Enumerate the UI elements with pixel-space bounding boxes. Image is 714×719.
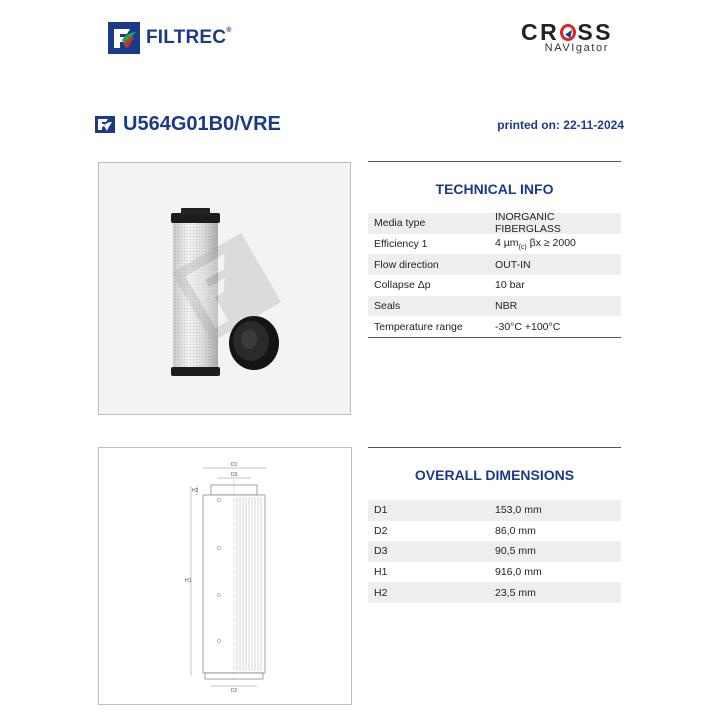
compass-icon — [560, 24, 576, 41]
dimension-drawing — [99, 448, 351, 704]
table-row — [368, 541, 621, 562]
table-row — [368, 582, 621, 603]
table-row — [368, 234, 621, 255]
technical-info-table — [368, 213, 621, 338]
row-label: Seals — [374, 300, 401, 313]
label-h2: H2 — [192, 488, 199, 494]
label-d2: D2 — [231, 688, 238, 694]
table-row — [368, 213, 621, 234]
row-label: Flow direction — [374, 258, 439, 271]
table-row — [368, 562, 621, 583]
table-row — [368, 275, 621, 296]
overall-dimensions-title: OVERALL DIMENSIONS — [368, 447, 621, 500]
filter-cartridge-image — [99, 163, 350, 414]
printed-date: printed on: 22-11-2024 — [497, 118, 624, 132]
technical-info-title: TECHNICAL INFO — [368, 161, 621, 213]
table-row — [368, 521, 621, 542]
row-label: D1 — [374, 504, 388, 517]
row-value: OUT-IN — [495, 258, 531, 271]
row-value: 86,0 mm — [495, 524, 536, 537]
row-value: 4 µm$_{(c)}$ βx ≥ 2000 — [495, 236, 576, 252]
table-row — [368, 316, 621, 337]
row-value: INORGANIC FIBERGLASS — [495, 211, 561, 236]
label-d3: D3 — [231, 472, 238, 478]
technical-info-panel — [368, 161, 621, 338]
cross-word: CR SS — [521, 19, 613, 45]
row-label: Collapse Δp — [374, 279, 431, 292]
row-label: H2 — [374, 586, 388, 599]
row-label: Efficiency 1 — [374, 238, 428, 251]
row-label: Media type — [374, 217, 426, 230]
filtrec-logo-icon — [108, 22, 140, 54]
product-code — [95, 113, 281, 136]
row-value: 90,5 mm — [495, 545, 536, 558]
row-value: 10 bar — [495, 279, 525, 292]
row-value: NBR — [495, 300, 518, 313]
label-d1: D1 — [231, 462, 238, 468]
row-value: -30°C +100°C — [495, 320, 561, 333]
table-row — [368, 500, 621, 521]
label-h1: H1 — [185, 578, 192, 584]
product-code-text: U564G01B0/VRE — [123, 113, 281, 135]
row-label: H1 — [374, 566, 388, 579]
product-image — [98, 162, 351, 415]
row-value: 153,0 mm — [495, 504, 542, 517]
row-label: D3 — [374, 545, 388, 558]
technical-drawing — [98, 447, 352, 705]
overall-dimensions-table — [368, 500, 621, 603]
row-label: Temperature range — [374, 320, 463, 333]
table-row — [368, 254, 621, 275]
cross-subtitle: NAVIgator — [544, 42, 609, 54]
row-value: 916,0 mm — [495, 566, 542, 579]
overall-dimensions-panel — [368, 447, 621, 603]
brand-name: FILTREC® — [146, 27, 232, 48]
table-row — [368, 296, 621, 317]
row-value: 23,5 mm — [495, 586, 536, 599]
filtrec-logo — [108, 22, 232, 54]
cross-navigator-logo — [521, 20, 613, 54]
filtrec-mark-icon — [95, 116, 115, 133]
row-label: D2 — [374, 524, 388, 537]
